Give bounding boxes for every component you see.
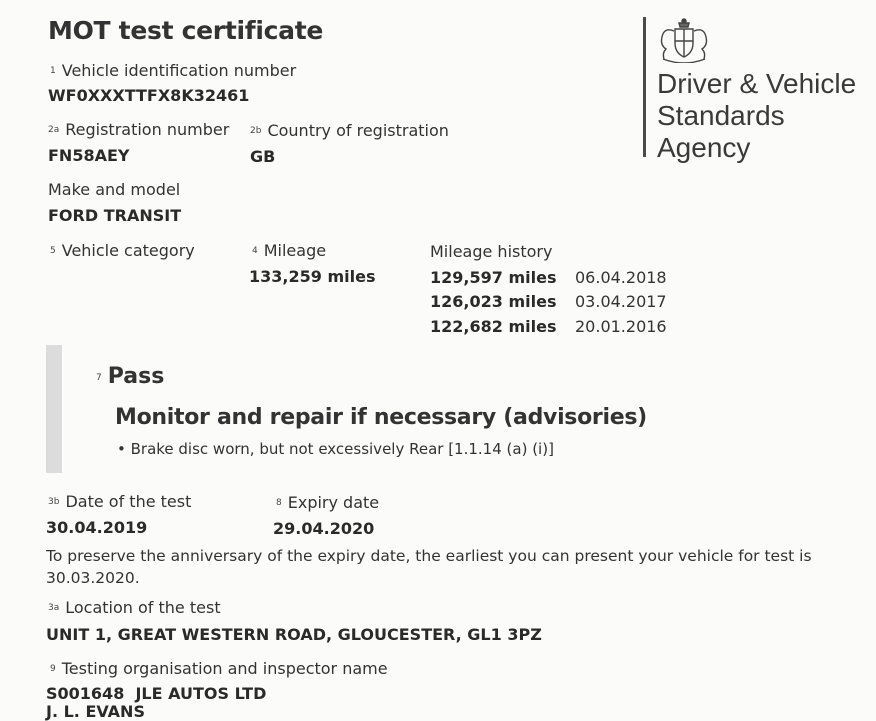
vehicle-category-label-text: Vehicle category (61, 241, 195, 260)
field-number: 3b (48, 497, 60, 507)
mileage-label-text: Mileage (263, 241, 327, 260)
inspector-name-value: J. L. EVANS (46, 702, 145, 721)
field-number: 8 (276, 498, 282, 508)
field-number: 2b (250, 126, 262, 136)
agency-line-1: Driver & Vehicle (657, 68, 857, 99)
testing-organisation-label (50, 659, 388, 678)
mileage-history-date: 06.04.2018 (575, 268, 667, 287)
test-location-value: UNIT 1, GREAT WESTERN ROAD, GLOUCESTER, GL1 3PZ (46, 625, 542, 644)
field-number: 3a (48, 603, 60, 613)
agency-line-2: Standards (657, 100, 785, 131)
registration-label-text: Registration number (65, 120, 230, 139)
test-result (96, 364, 164, 389)
test-date-label (48, 492, 191, 511)
vin-label-text: Vehicle identification number (61, 61, 297, 80)
field-number: 5 (50, 246, 56, 256)
test-location-label (48, 598, 221, 617)
mileage-value: 133,259 miles (249, 267, 376, 286)
field-number: 4 (252, 246, 258, 256)
mileage-history-label: Mileage history (430, 242, 553, 261)
result-indicator-bar (46, 345, 62, 473)
expiry-date-label-text: Expiry date (287, 493, 380, 512)
registration-label (48, 120, 229, 139)
country-value: GB (250, 147, 276, 166)
agency-line-3: Agency (657, 132, 751, 163)
vehicle-category-label (50, 241, 195, 260)
mileage-history-date: 20.01.2016 (575, 317, 667, 336)
expiry-date-value: 29.04.2020 (273, 519, 375, 538)
anniversary-note: To preserve the anniversary of the expiry date, the earliest you can present your vehicle for test is 30.03.2020. (46, 547, 812, 587)
mileage-history-miles: 122,682 miles (430, 317, 557, 336)
testing-organisation-label-text: Testing organisation and inspector name (61, 659, 388, 678)
test-date-label-text: Date of the test (65, 492, 192, 511)
field-number: 1 (50, 66, 56, 76)
field-number: 2a (48, 125, 60, 135)
agency-divider (643, 17, 646, 157)
vin-value: WF0XXXTTFX8K32461 (48, 86, 250, 105)
mileage-history-miles: 126,023 miles (430, 292, 557, 311)
mileage-history-date: 03.04.2017 (575, 292, 667, 311)
agency-name (657, 68, 856, 164)
registration-value: FN58AEY (48, 146, 130, 165)
country-label (250, 121, 449, 140)
field-number: 7 (96, 373, 102, 383)
field-number: 9 (50, 664, 56, 674)
mileage-history-miles: 129,597 miles (430, 268, 557, 287)
test-result-status: Pass (107, 364, 165, 389)
make-model-value: FORD TRANSIT (48, 206, 182, 225)
expiry-date-label (276, 493, 379, 512)
advisories-heading: Monitor and repair if necessary (advisories) (115, 405, 647, 430)
vin-label (50, 61, 296, 80)
test-location-label-text: Location of the test (65, 598, 221, 617)
certificate-title: MOT test certificate (48, 16, 323, 45)
mileage-label (252, 241, 326, 260)
make-model-label: Make and model (48, 180, 181, 199)
country-label-text: Country of registration (267, 121, 449, 140)
advisory-item: • Brake disc worn, but not excessively Rear [1.1.14 (a) (i)] (117, 440, 554, 458)
test-date-value: 30.04.2019 (46, 518, 148, 537)
royal-coat-of-arms-icon (655, 17, 713, 63)
testing-organisation-value: S001648 JLE AUTOS LTD (46, 684, 267, 703)
